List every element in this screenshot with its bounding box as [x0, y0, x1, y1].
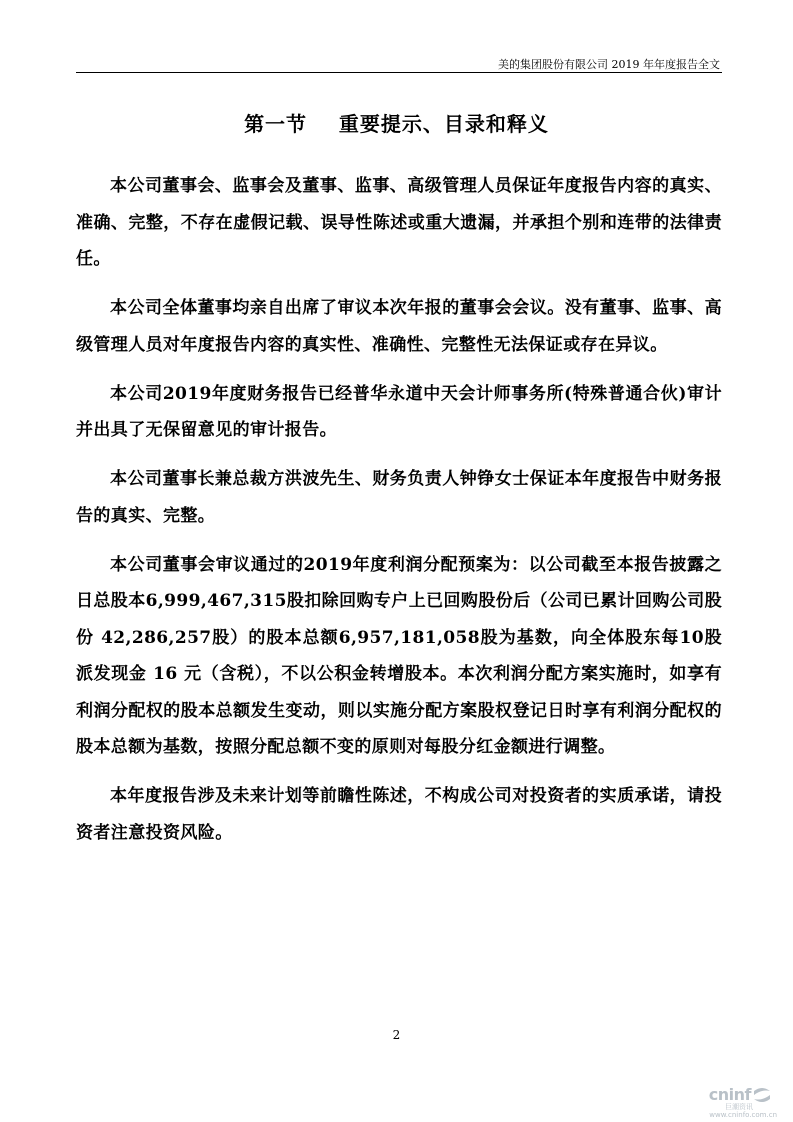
paragraph-profit-distribution: 本公司董事会审议通过的2019年度利润分配预案为：以公司截至本报告披露之日总股本6,999,467,315股扣除回购专户上已回购股份后（公司已累计回购公司股份 42,286,257股）的股本总额6,957,181,058股为基数，向全体股东每10股派发现金 16 元（含税），不以公积金转增股本。本次利润分配方案实施时，如享有利润分配权的股本总额发生变动，则以实施分配方案股权登记日时享有利润分配权的股本总额为基数，按照分配总额不变的原则对每股分红金额进行调整。 [76, 554, 722, 757]
section-title: 第一节 重要提示、目录和释义 [244, 112, 549, 136]
watermark-url: www.cninfo.com.cn [709, 1111, 777, 1119]
paragraph-board-attendance: 本公司全体董事均亲自出席了审议本次年报的董事会会议。没有董事、监事、高级管理人员对年度报告内容的真实性、准确性、完整性无法保证或存在异议。 [76, 298, 722, 355]
watermark-brand: cninf [708, 1085, 751, 1104]
header-text: 美的集团股份有限公司 2019 年年度报告全文 [498, 58, 720, 71]
paragraph-forward-looking: 本年度报告涉及未来计划等前瞻性陈述，不构成公司对投资者的实质承诺，请投资者注意投资风险。 [76, 786, 722, 843]
paragraph-responsibility: 本公司董事会、监事会及董事、监事、高级管理人员保证年度报告内容的真实、准确、完整，不存在虚假记载、误导性陈述或重大遗漏，并承担个别和连带的法律责任。 [76, 176, 722, 269]
document-body [76, 168, 722, 864]
paragraph-audit: 本公司2019年度财务报告已经普华永道中天会计师事务所(特殊普通合伙)审计并出具了无保留意见的审计报告。 [76, 383, 722, 440]
page-header [76, 52, 722, 73]
page-number: 2 [392, 1028, 401, 1042]
watermark [687, 1085, 777, 1119]
paragraph-financial-guarantee: 本公司董事长兼总裁方洪波先生、财务负责人钟铮女士保证本年度报告中财务报告的真实、完整。 [76, 469, 722, 526]
cninf-logo-icon [751, 1087, 773, 1103]
watermark-subtitle: 巨潮资讯 [725, 1103, 753, 1111]
